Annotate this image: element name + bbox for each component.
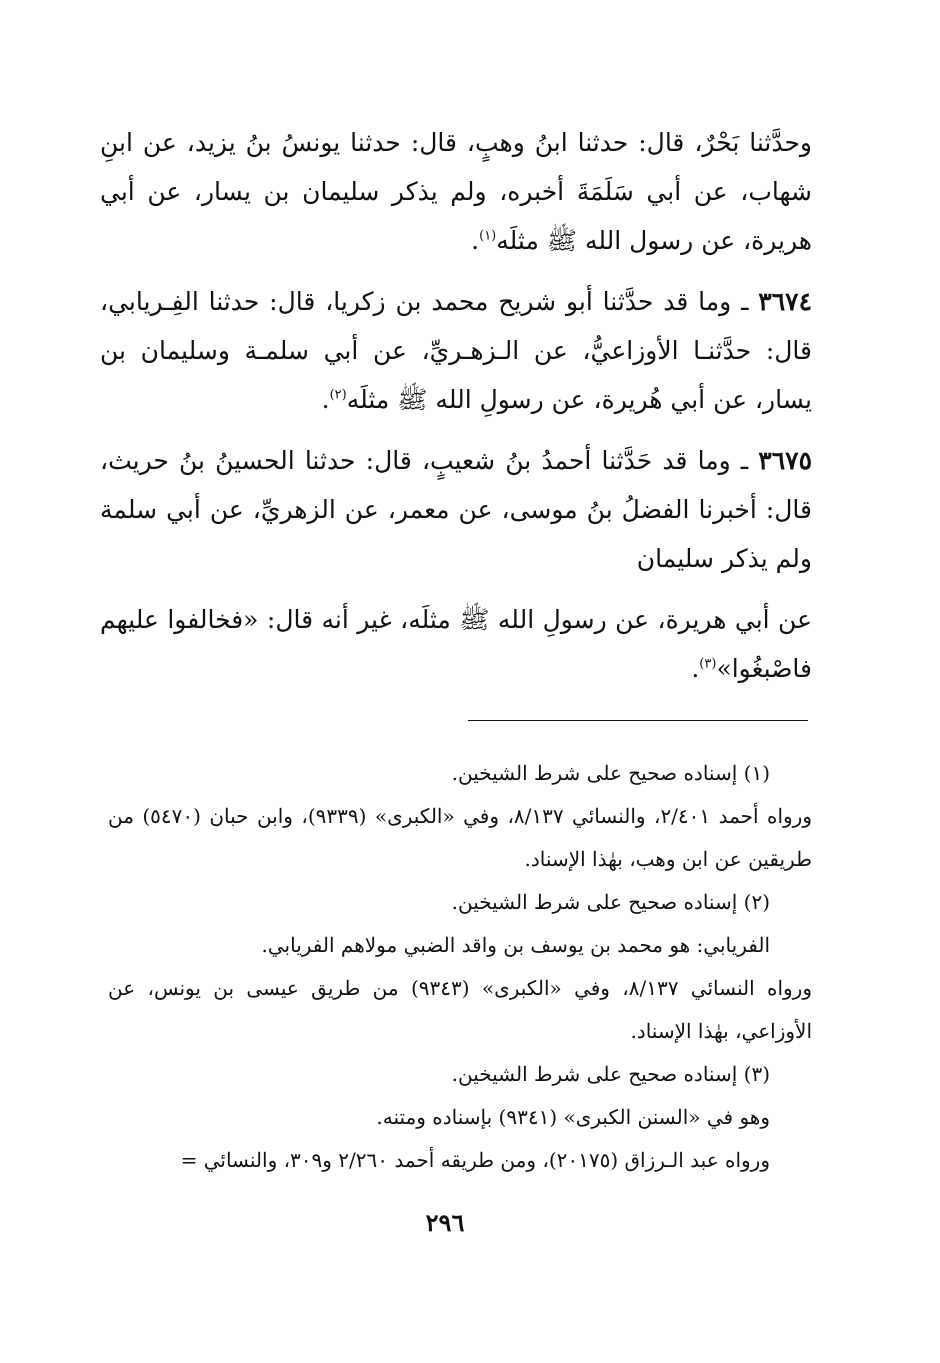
hadith-number: ٣٦٧٥ bbox=[758, 446, 812, 475]
footnote-separator bbox=[468, 720, 808, 721]
footnote-ref: (١) bbox=[479, 228, 497, 244]
hadith-paragraph bbox=[100, 118, 812, 265]
hadith-paragraph bbox=[100, 436, 812, 583]
footnote-line: (٢) إسناده صحيح على شرط الشيخين. bbox=[451, 890, 770, 914]
hadith-text: عن أبي هريرة، عن رسولِ الله ﷺ مثلَه، غير أنه قال: «فخالفوا عليهم فاصْبغُوا» bbox=[100, 605, 812, 683]
footnote-line: (١) إسناده صحيح على شرط الشيخين. bbox=[451, 761, 770, 785]
hadith-text: ـ وما قد حَدَّثنا أحمدُ بنُ شعيبٍ، قال: حدثنا الحسينُ بنُ حريث، قال: أخبرنا الفضلُ بنُ موسى، عن معمر، عن الزهريِّ، عن أبي سلمة ولم يذكر سليمان bbox=[100, 446, 812, 573]
footnote-line: الفريابي: هو محمد بن يوسف بن واقد الضبي مولاهم الفريابي. bbox=[261, 933, 770, 957]
footnote-ref: (٢) bbox=[329, 387, 347, 403]
hadith-end: . bbox=[471, 226, 480, 255]
footnote-line: ورواه النسائي ٨/١٣٧، وفي «الكبرى» (٩٣٤٣) من طريق عيسى بن يونس، عن الأوزاعي، بهٰذا الإسناد. bbox=[108, 976, 812, 1043]
hadith-paragraph bbox=[100, 595, 812, 693]
footnote-ref: (٣) bbox=[699, 656, 717, 672]
main-text bbox=[100, 118, 812, 705]
page-number: ٢٩٦ bbox=[425, 1208, 465, 1237]
footnote-line: ورواه أحمد ٢/٤٠١، والنسائي ٨/١٣٧، وفي «الكبرى» (٩٣٣٩)، وابن حبان (٥٤٧٠) من طريقين عن ابن وهب، بهٰذا الإسناد. bbox=[108, 804, 812, 871]
footnotes bbox=[108, 752, 812, 1182]
footnote-line: وهو في «السنن الكبرى» (٩٣٤١) بإسناده ومتنه. bbox=[376, 1105, 770, 1129]
hadith-end: . bbox=[321, 385, 330, 414]
hadith-number: ٣٦٧٤ bbox=[758, 287, 812, 316]
footnote-line: (٣) إسناده صحيح على شرط الشيخين. bbox=[451, 1062, 770, 1086]
hadith-text: ـ وما قد حدَّثنا أبو شريح محمد بن زكريا، قال: حدثنا الفِـريابي، قال: حدَّثنـا الأوزاعيُّ، عن الـزهـريِّ، عن أبي سلمـة وسليمان بن يسار، عن أبي هُريرة، عن رسولِ الله ﷺ مثلَه bbox=[100, 287, 812, 414]
hadith-end: . bbox=[691, 654, 700, 683]
hadith-text: وحدَّثنا بَحْرٌ، قال: حدثنا ابنُ وهبٍ، قال: حدثنا يونسُ بنُ يزيد، عن ابنِ شهاب، عن أبي سَلَمَةَ أخبره، ولم يذكر سليمان بن يسار، عن أبي هريرة، عن رسول الله ﷺ مثلَه bbox=[100, 128, 812, 255]
footnote-line: ورواه عبد الـرزاق (٢٠١٧٥)، ومن طريقه أحمد ٢/٢٦٠ و٣٠٩، والنسائي = bbox=[180, 1148, 770, 1172]
hadith-paragraph bbox=[100, 277, 812, 424]
